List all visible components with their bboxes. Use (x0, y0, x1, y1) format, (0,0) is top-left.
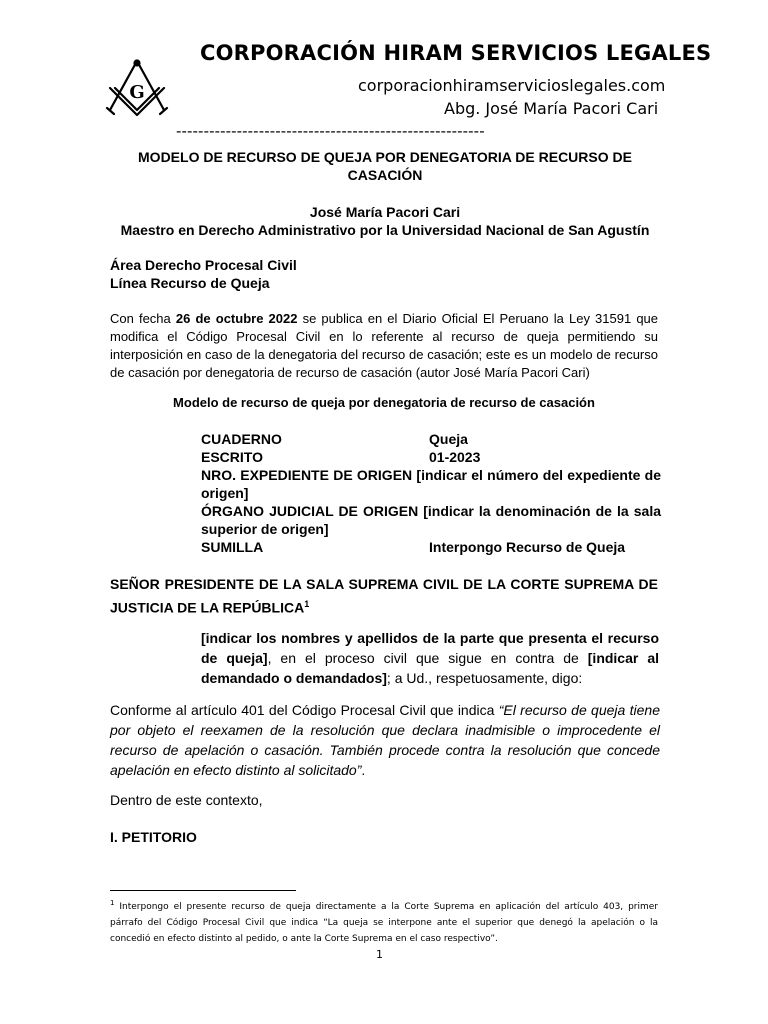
meta-row-cuaderno (201, 430, 661, 448)
cuaderno-value: Queja (429, 431, 468, 447)
meta-row-organo (201, 502, 661, 538)
footnote (110, 895, 658, 947)
article-quote: “El recurso de queja tiene por objeto el reexamen de la resolución que declara inadmisible o improcedente el recurso de apelación o casación. También procede contra la resolución que concede apelación en efecto distinto al solicitado” (110, 702, 660, 778)
meta-row-escrito (201, 448, 661, 466)
addressee-text: SEÑOR PRESIDENTE DE LA SALA SUPREMA CIVIL DE LA CORTE SUPREMA DE JUSTICIA DE LA REPÚBLICA (110, 576, 658, 616)
model-title: Modelo de recurso de queja por denegatoria de recurso de casación (173, 395, 595, 410)
footnote-mark: 1 (110, 899, 115, 907)
area-line: Área Derecho Procesal Civil (110, 257, 297, 273)
document-title-line1: MODELO DE RECURSO DE QUEJA POR DENEGATORIA DE RECURSO DE (138, 149, 632, 165)
author-degree: Maestro en Derecho Administrativo por la Universidad Nacional de San Agustín (120, 222, 650, 238)
party-name-placeholder: [indicar los nombres y apellidos de la parte que presenta el recurso de queja] (201, 630, 659, 666)
article-before: Conforme al artículo 401 del Código Procesal Civil que indica (110, 702, 499, 718)
page-number: 1 (376, 948, 383, 961)
escrito-value: 01-2023 (429, 449, 481, 465)
party-mid: , en el proceso civil que sigue en contra de (267, 650, 588, 666)
meta-row-sumilla (201, 538, 661, 556)
intro-paragraph (110, 310, 658, 382)
addressee (110, 574, 658, 618)
document-title (112, 148, 658, 184)
author-name: José María Pacori Cari (309, 204, 461, 220)
firm-lawyer: Abg. José María Pacori Cari (444, 99, 659, 118)
escrito-label: ESCRITO (201, 449, 263, 465)
intro-after-date: se publica en el Diario Oficial El Peruano la Ley 31591 que modifica el Código Procesal Civil en lo referente al recurso de queja permitiendo su interposición en caso de la denegatoria del recurso de casación; este es un modelo de recurso de casación por denegatoria de recurso de casación (autor José María Pacori Cari) (110, 311, 659, 380)
intro-before-date: Con fecha (110, 311, 176, 326)
document-title-line2: CASACIÓN (347, 167, 423, 183)
defendant-placeholder: [indicar al demandado o demandados] (201, 650, 659, 686)
footnote-text: Interpongo el presente recurso de queja directamente a la Corte Suprema en aplicación del artículo 403, primer párrafo del Código Procesal Civil que indica “La queja se interpone ante el superior que denegó la apelación o la concedió en efecto distinto al pedido, o ante la Corte Suprema en el caso respectivo”. (110, 902, 658, 944)
cuaderno-label: CUADERNO (201, 431, 282, 447)
firm-name: CORPORACIÓN HIRAM SERVICIOS LEGALES (200, 41, 712, 65)
case-metadata (201, 430, 661, 556)
header-separator: -------------------------------------------------------- (176, 122, 485, 140)
square-and-compass-icon (102, 58, 172, 118)
intro-date: 26 de octubre 2022 (175, 311, 298, 326)
article-after: . (361, 762, 366, 778)
meta-row-expediente (201, 466, 661, 502)
party-end: ; a Ud., respetuosamente, digo: (386, 670, 583, 686)
footnote-reference: 1 (304, 599, 310, 609)
footnote-divider (110, 890, 296, 891)
party-paragraph (201, 628, 659, 688)
author-block (112, 203, 658, 239)
expediente-text: NRO. EXPEDIENTE DE ORIGEN [indicar el número del expediente de origen] (201, 467, 661, 501)
sumilla-value: Interpongo Recurso de Queja (429, 539, 626, 555)
svg-text:G: G (129, 82, 145, 103)
article-paragraph (110, 700, 660, 780)
topic-line: Línea Recurso de Queja (110, 275, 270, 291)
firm-website: corporacionhiramservicioslegales.com (358, 76, 666, 95)
section-heading-petitorio: I. PETITORIO (110, 829, 197, 845)
organo-text: ÓRGANO JUDICIAL DE ORIGEN [indicar la denominación de la sala superior de origen] (201, 503, 661, 537)
area-block (110, 256, 297, 292)
sumilla-label: SUMILLA (201, 539, 264, 555)
context-line: Dentro de este contexto, (110, 792, 263, 808)
